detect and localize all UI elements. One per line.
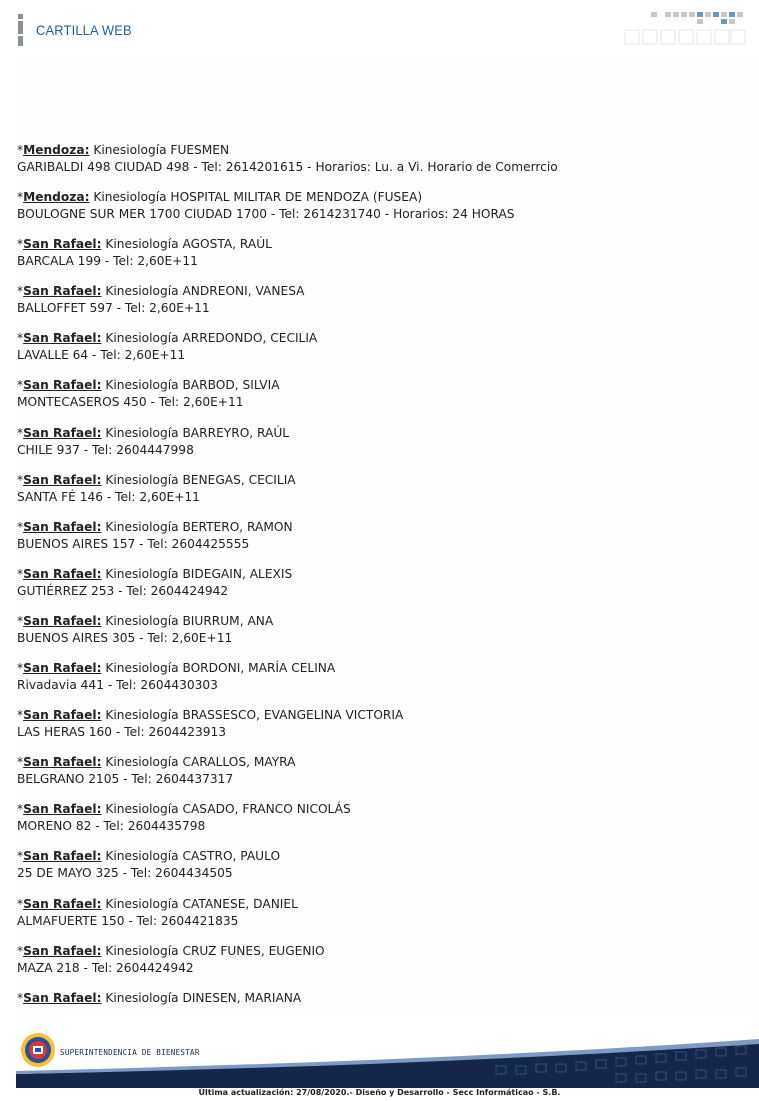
page-header [0, 0, 759, 60]
provider-title-line: *San Rafael: Kinesiología CATANESE, DANIEL [17, 896, 298, 911]
provider-title-line: *San Rafael: Kinesiología CASADO, FRANCO NICOLÁS [17, 802, 351, 817]
provider-title-line: *San Rafael: Kinesiología BIURRUM, ANA [17, 613, 274, 628]
list-item [17, 943, 747, 977]
list-item [17, 142, 747, 176]
provider-name: Kinesiología CRUZ FUNES, EUGENIO [105, 943, 325, 958]
organization-name: SUPERINTENDENCIA DE BIENESTAR [60, 1048, 200, 1057]
city-label: San Rafael: [23, 237, 102, 252]
list-item [17, 236, 747, 270]
provider-name: Kinesiología BORDONI, MARÍA CELINA [105, 661, 336, 676]
provider-name: Kinesiología BERTERO, RAMON [105, 519, 293, 534]
provider-address: ALMAFUERTE 150 - Tel: 2604421835 [17, 913, 239, 928]
provider-title-line: *San Rafael: Kinesiología CARALLOS, MAYRA [17, 755, 296, 770]
provider-title-line: *Mendoza: Kinesiología FUESMEN [17, 143, 230, 157]
page-title: CARTILLA WEB [36, 22, 132, 38]
provider-title-line: *San Rafael: Kinesiología BARREYRO, RAÚL [17, 425, 290, 440]
provider-title-line: *San Rafael: Kinesiología CRUZ FUNES, EUGENIO [17, 943, 325, 958]
provider-address: CHILE 937 - Tel: 2604447998 [17, 442, 194, 457]
provider-address: SANTA FÉ 146 - Tel: 2,60E+11 [17, 489, 200, 504]
provider-address: BALLOFFET 597 - Tel: 2,60E+11 [17, 301, 210, 316]
list-item [17, 660, 747, 694]
provider-name: Kinesiología BIURRUM, ANA [105, 613, 274, 628]
provider-address: GARIBALDI 498 CIUDAD 498 - Tel: 2614201615 - Horarios: Lu. a Vi. Horario de Comerrcio [17, 160, 558, 174]
provider-name: Kinesiología AGOSTA, RAÚL [105, 237, 272, 252]
provider-address: BOULOGNE SUR MER 1700 CIUDAD 1700 - Tel: 2614231740 - Horarios: 24 HORAS [17, 207, 515, 222]
list-item [17, 613, 747, 647]
city-label: San Rafael: [23, 990, 102, 1005]
provider-address: BUENOS AIRES 157 - Tel: 2604425555 [17, 536, 250, 551]
list-item [17, 754, 747, 788]
city-label: San Rafael: [23, 661, 102, 676]
provider-title-line: *San Rafael: Kinesiología BENEGAS, CECILIA [17, 472, 296, 487]
list-item [17, 896, 747, 930]
provider-name: Kinesiología BARBOD, SILVIA [105, 378, 280, 393]
provider-title-line: *San Rafael: Kinesiología BARBOD, SILVIA [17, 378, 280, 393]
list-item [17, 566, 747, 600]
provider-name: Kinesiología BARREYRO, RAÚL [105, 425, 290, 440]
provider-name: Kinesiología CATANESE, DANIEL [105, 896, 298, 911]
provider-title-line: *San Rafael: Kinesiología DINESEN, MARIANA [17, 990, 302, 1005]
city-label: San Rafael: [23, 708, 102, 723]
city-label: San Rafael: [23, 755, 102, 770]
provider-title-line: *Mendoza: Kinesiología HOSPITAL MILITAR DE MENDOZA (FUSEA) [17, 190, 423, 205]
city-label: San Rafael: [23, 472, 102, 487]
list-item [17, 990, 747, 1007]
provider-title-line: *San Rafael: Kinesiología BIDEGAIN, ALEXIS [17, 566, 293, 581]
provider-name: Kinesiología BIDEGAIN, ALEXIS [105, 566, 293, 581]
provider-address: BELGRANO 2105 - Tel: 2604437317 [17, 772, 234, 787]
provider-address: GUTIÉRREZ 253 - Tel: 2604424942 [17, 583, 229, 598]
provider-title-line: *San Rafael: Kinesiología BORDONI, MARÍA CELINA [17, 661, 336, 676]
city-label: Mendoza: [23, 190, 90, 205]
provider-address: LAS HERAS 160 - Tel: 2604423913 [17, 725, 226, 740]
city-label: San Rafael: [23, 802, 102, 817]
provider-address: MAZA 218 - Tel: 2604424942 [17, 960, 194, 975]
city-label: San Rafael: [23, 943, 102, 958]
city-label: Mendoza: [23, 143, 90, 157]
list-item [17, 189, 747, 223]
city-label: San Rafael: [23, 613, 102, 628]
header-marker-icon [18, 14, 23, 46]
list-item [17, 801, 747, 835]
city-label: San Rafael: [23, 331, 102, 346]
provider-title-line: *San Rafael: Kinesiología AGOSTA, RAÚL [17, 237, 272, 252]
footer-wave-decoration [16, 1038, 759, 1088]
list-item [17, 848, 747, 882]
city-label: San Rafael: [23, 378, 102, 393]
provider-title-line: *San Rafael: Kinesiología BRASSESCO, EVANGELINA VICTORIA [17, 708, 404, 723]
list-item [17, 472, 747, 506]
city-label: San Rafael: [23, 425, 102, 440]
provider-name: Kinesiología BENEGAS, CECILIA [105, 472, 296, 487]
provider-title-line: *San Rafael: Kinesiología BERTERO, RAMON [17, 519, 293, 534]
header-grid-decoration-icon [623, 12, 747, 48]
provider-name: Kinesiología FUESMEN [93, 143, 230, 157]
provider-name: Kinesiología CASTRO, PAULO [105, 849, 281, 864]
last-update-text: Última actualización: 27/08/2020.- Diseño y Desarrollo - Secc Informáticao - S.B. [198, 1088, 561, 1097]
city-label: San Rafael: [23, 284, 102, 299]
list-item [17, 425, 747, 459]
list-item [17, 283, 747, 317]
provider-title-line: *San Rafael: Kinesiología ANDREONI, VANESA [17, 284, 305, 299]
provider-title-line: *San Rafael: Kinesiología CASTRO, PAULO [17, 849, 281, 864]
provider-name: Kinesiología BRASSESCO, EVANGELINA VICTORIA [105, 708, 404, 723]
provider-list [17, 142, 747, 1020]
list-item [17, 519, 747, 553]
institution-seal-icon [20, 1032, 56, 1068]
provider-address: MONTECASEROS 450 - Tel: 2,60E+11 [17, 395, 244, 410]
list-item [17, 377, 747, 411]
city-label: San Rafael: [23, 849, 102, 864]
list-item [17, 707, 747, 741]
provider-address: BUENOS AIRES 305 - Tel: 2,60E+11 [17, 630, 233, 645]
provider-address: LAVALLE 64 - Tel: 2,60E+11 [17, 348, 186, 363]
provider-name: Kinesiología HOSPITAL MILITAR DE MENDOZA (FUSEA) [93, 190, 423, 205]
provider-address: MORENO 82 - Tel: 2604435798 [17, 819, 206, 834]
provider-address: BARCALA 199 - Tel: 2,60E+11 [17, 254, 198, 269]
provider-name: Kinesiología CASADO, FRANCO NICOLÁS [105, 802, 351, 817]
provider-name: Kinesiología DINESEN, MARIANA [105, 990, 302, 1005]
city-label: San Rafael: [23, 519, 102, 534]
provider-name: Kinesiología CARALLOS, MAYRA [105, 755, 296, 770]
city-label: San Rafael: [23, 896, 102, 911]
list-item [17, 330, 747, 364]
provider-address: Rivadavia 441 - Tel: 2604430303 [17, 678, 218, 693]
provider-name: Kinesiología ARREDONDO, CECILIA [105, 331, 318, 346]
city-label: San Rafael: [23, 566, 102, 581]
provider-name: Kinesiología ANDREONI, VANESA [105, 284, 305, 299]
provider-title-line: *San Rafael: Kinesiología ARREDONDO, CECILIA [17, 331, 318, 346]
provider-address: 25 DE MAYO 325 - Tel: 2604434505 [17, 866, 233, 881]
